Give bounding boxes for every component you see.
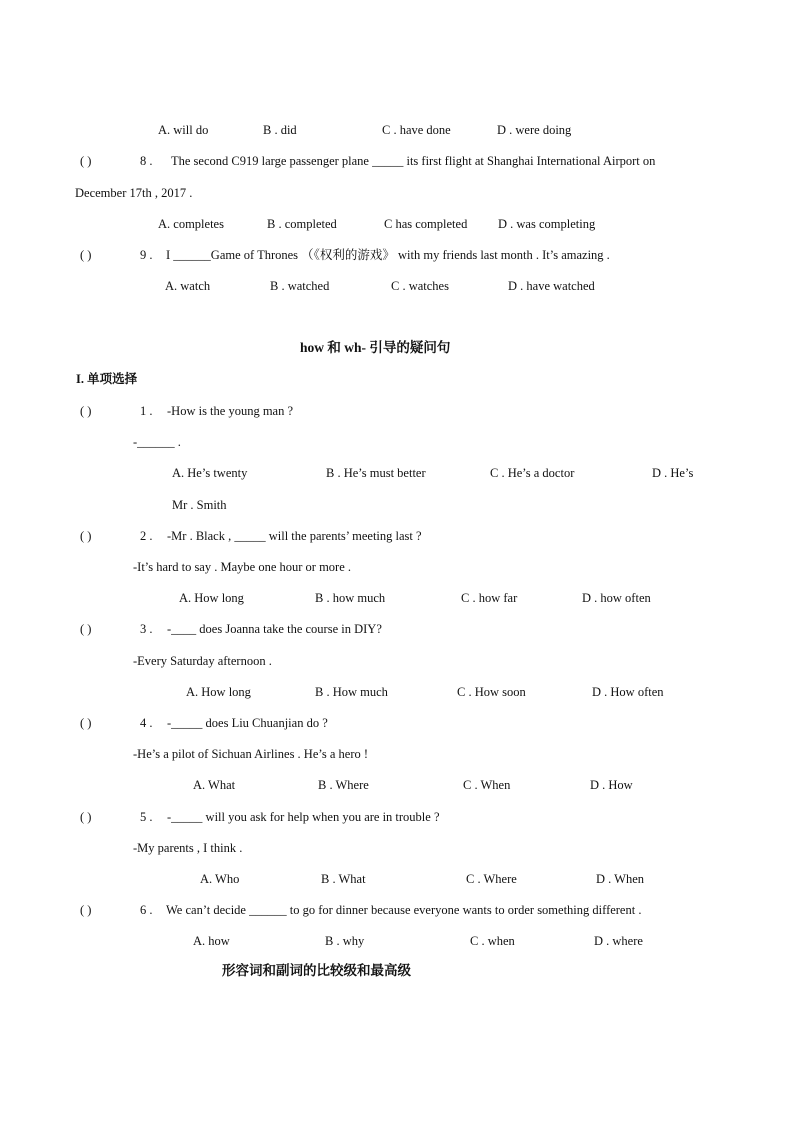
answer-blank: ( ) — [80, 529, 92, 543]
q1-option-a: A. He’s twenty — [172, 466, 248, 480]
question-number: 1 . — [140, 404, 153, 418]
q1-option-d: D . He’s — [652, 466, 694, 480]
q9-option-c: C . watches — [391, 279, 449, 293]
question-reply: -It’s hard to say . Maybe one hour or more . — [133, 560, 351, 574]
q8-option-b: B . completed — [267, 217, 337, 231]
q8-option-d: D . was completing — [498, 217, 596, 231]
q1-option-c: C . He’s a doctor — [490, 466, 575, 480]
q2-option-a: A. How long — [179, 591, 244, 605]
q6-option-a: A. how — [193, 934, 230, 948]
q4-option-a: A. What — [193, 778, 236, 792]
q2-option-d: D . how often — [582, 591, 651, 605]
question-stem-continued: December 17th , 2017 . — [75, 186, 193, 200]
section-title: how 和 wh- 引导的疑问句 — [300, 340, 451, 355]
q7-option-a: A. will do — [158, 123, 209, 137]
q3-option-b: B . How much — [315, 685, 388, 699]
question-number: 9 . — [140, 248, 153, 262]
question-reply: -My parents , I think . — [133, 841, 243, 855]
answer-blank: ( ) — [80, 404, 92, 418]
question-number: 3 . — [140, 622, 153, 636]
question-reply: -______ . — [133, 435, 181, 449]
q8-option-c: C has completed — [384, 217, 468, 231]
question-stem: We can’t decide ______ to go for dinner because everyone wants to order something different . — [166, 903, 642, 917]
question-number: 5 . — [140, 810, 153, 824]
q6-option-c: C . when — [470, 934, 515, 948]
answer-blank: ( ) — [80, 622, 92, 636]
question-number: 2 . — [140, 529, 153, 543]
q2-option-b: B . how much — [315, 591, 386, 605]
q6-option-b: B . why — [325, 934, 365, 948]
q5-option-b: B . What — [321, 872, 366, 886]
q1-option-b: B . He’s must better — [326, 466, 426, 480]
answer-blank: ( ) — [80, 154, 92, 168]
answer-blank: ( ) — [80, 716, 92, 730]
q7-option-d: D . were doing — [497, 123, 572, 137]
question-stem: -_____ will you ask for help when you are in trouble ? — [167, 810, 440, 824]
q7-option-b: B . did — [263, 123, 297, 137]
question-stem: -____ does Joanna take the course in DIY? — [167, 622, 382, 636]
q2-option-c: C . how far — [461, 591, 518, 605]
question-number: 4 . — [140, 716, 153, 730]
q9-option-a: A. watch — [165, 279, 211, 293]
question-number: 8 . — [140, 154, 153, 168]
q6-option-d: D . where — [594, 934, 643, 948]
question-stem: -How is the young man ? — [167, 404, 294, 418]
question-stem: The second C919 large passenger plane _____ its first flight at Shanghai International Airport on — [171, 154, 656, 168]
q3-option-c: C . How soon — [457, 685, 526, 699]
q9-option-b: B . watched — [270, 279, 330, 293]
q5-option-c: C . Where — [466, 872, 517, 886]
question-number: 6 . — [140, 903, 153, 917]
q8-option-a: A. completes — [158, 217, 224, 231]
section-subtitle: I. 单项选择 — [76, 372, 138, 386]
q4-option-c: C . When — [463, 778, 511, 792]
question-stem: I ______Game of Thrones （《权利的游戏》 with my friends last month . It’s amazing . — [166, 248, 610, 262]
q7-option-c: C . have done — [382, 123, 451, 137]
q4-option-d: D . How — [590, 778, 633, 792]
question-stem: -Mr . Black , _____ will the parents’ meeting last ? — [167, 529, 422, 543]
answer-blank: ( ) — [80, 810, 92, 824]
q4-option-b: B . Where — [318, 778, 369, 792]
q9-option-d: D . have watched — [508, 279, 595, 293]
q1-option-d-continued: Mr . Smith — [172, 498, 227, 512]
q5-option-a: A. Who — [200, 872, 240, 886]
question-reply: -Every Saturday afternoon . — [133, 654, 272, 668]
answer-blank: ( ) — [80, 248, 92, 262]
section-title: 形容词和副词的比较级和最高级 — [222, 963, 411, 978]
q3-option-d: D . How often — [592, 685, 664, 699]
q5-option-d: D . When — [596, 872, 645, 886]
answer-blank: ( ) — [80, 903, 92, 917]
question-reply: -He’s a pilot of Sichuan Airlines . He’s a hero ! — [133, 747, 369, 761]
q3-option-a: A. How long — [186, 685, 251, 699]
question-stem: -_____ does Liu Chuanjian do ? — [167, 716, 328, 730]
